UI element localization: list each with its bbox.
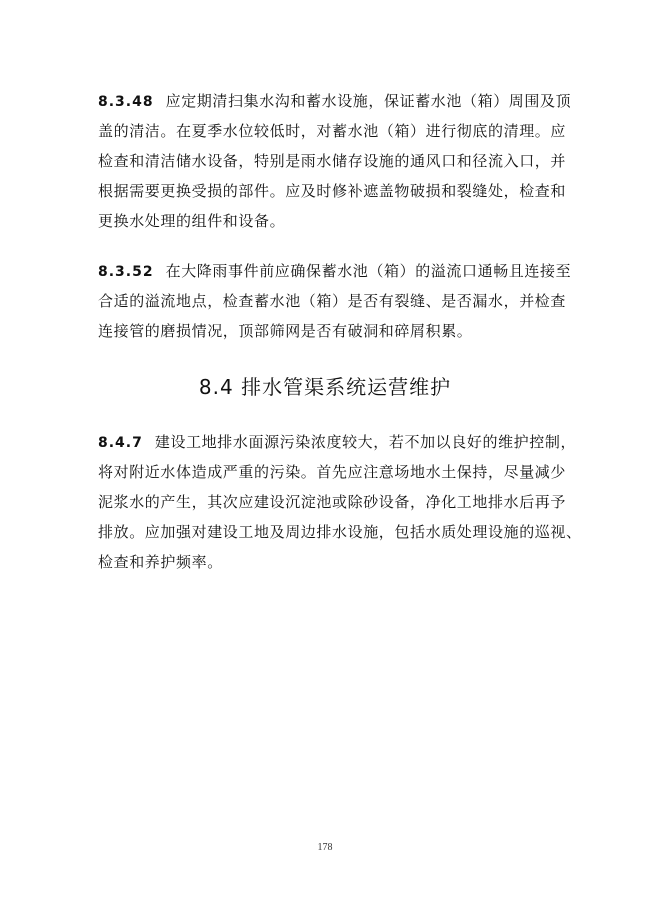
clause-text: 在大降雨事件前应确保蓄水池（箱）的溢流口通畅且连接至 (165, 262, 572, 280)
clause-line: 合适的溢流地点，检查蓄水池（箱）是否有裂缝、是否漏水，并检查 (98, 292, 567, 310)
clause-line: 检查和清洁储水设备，特别是雨水储存设施的通风口和径流入口，并 (98, 152, 567, 170)
clause-line: 排放。应加强对建设工地及周边排水设施，包括水质处理设施的巡视、 (98, 523, 582, 541)
clause-number: 8.3.52 (98, 264, 154, 280)
clause-line: 更换水处理的组件和设备。 (98, 212, 286, 230)
clause-text: 应定期清扫集水沟和蓄水设施，保证蓄水池（箱）周围及顶 (165, 92, 572, 110)
clause-line: 泥浆水的产生，其次应建设沉淀池或除砂设备，净化工地排水后再予 (98, 493, 567, 511)
clause-line: 将对附近水体造成严重的污染。首先应注意场地水土保持，尽量减少 (98, 463, 567, 481)
page-number: 178 (317, 842, 333, 853)
clause-line (98, 256, 572, 286)
clause-number: 8.3.48 (98, 94, 154, 110)
clause-8-3-52 (98, 256, 572, 346)
clause-line: 根据需要更换受损的部件。应及时修补遮盖物破损和裂缝处，检查和 (98, 182, 567, 200)
section-heading: 8.4 排水管渠系统运营维护 (198, 375, 452, 399)
clause-number: 8.4.7 (98, 435, 143, 451)
clause-text: 建设工地排水面源污染浓度较大，若不加以良好的维护控制， (154, 433, 577, 451)
clause-8-4-7 (98, 427, 582, 577)
clause-line (98, 427, 577, 457)
clause-line: 连接管的磨损情况，顶部筛网是否有破洞和碎屑积累。 (98, 322, 473, 340)
clause-line (98, 86, 572, 116)
clause-8-3-48 (98, 86, 572, 236)
clause-line: 盖的清洁。在夏季水位较低时，对蓄水池（箱）进行彻底的清理。应 (98, 122, 567, 140)
clause-line: 检查和养护频率。 (98, 553, 223, 571)
